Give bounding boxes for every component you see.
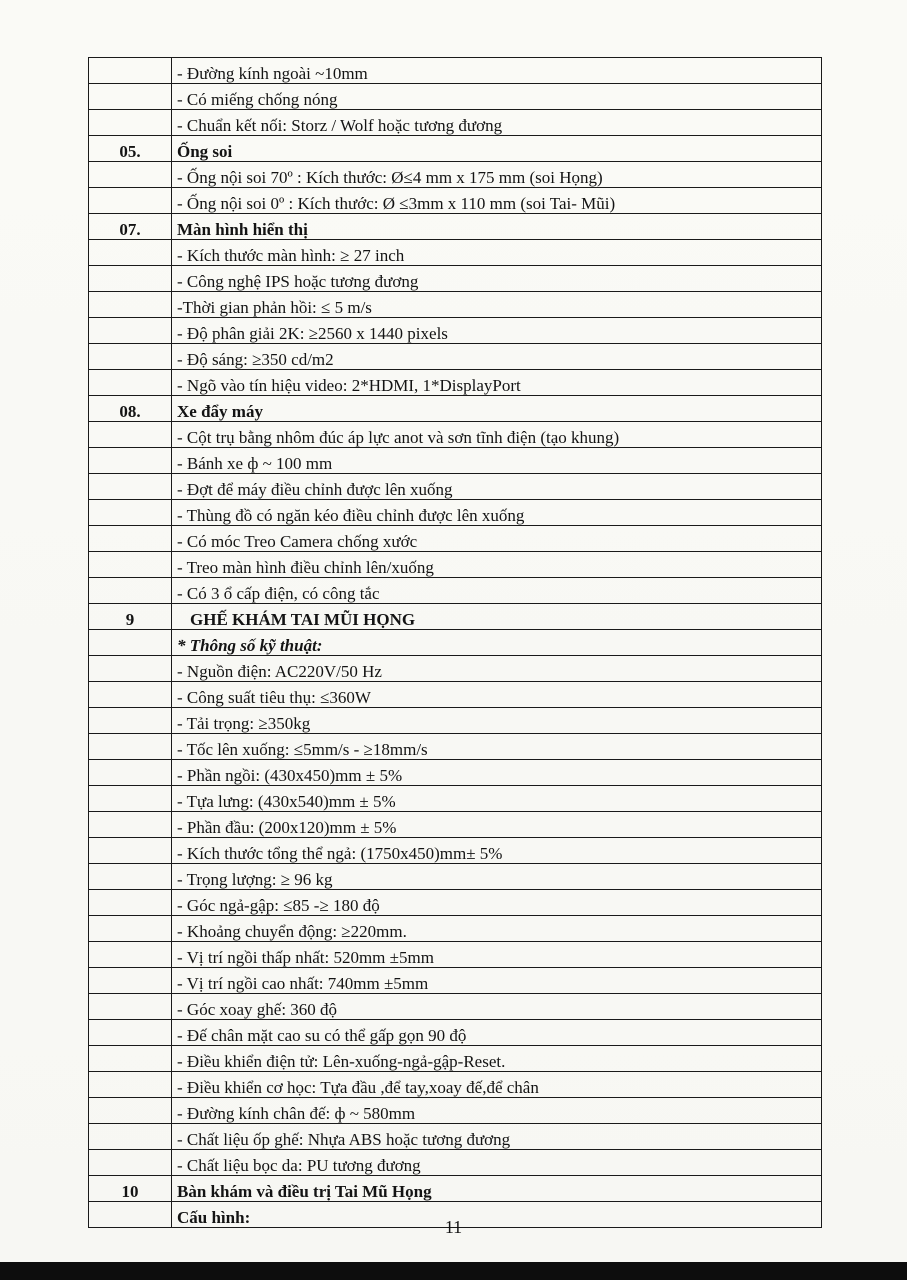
section-heading-cell: * Thông số kỹ thuật: [172,630,822,656]
item-number-cell [89,708,172,734]
spec-description-cell: - Tốc lên xuống: ≤5mm/s - ≥18mm/s [172,734,822,760]
spec-description-cell: - Thùng đồ có ngăn kéo điều chỉnh được lên xuống [172,500,822,526]
item-number-cell [89,656,172,682]
table-row [89,604,822,630]
bottom-edge [0,1262,907,1280]
spec-description-cell: - Ngõ vào tín hiệu video: 2*HDMI, 1*DisplayPort [172,370,822,396]
item-number-cell [89,474,172,500]
item-number-cell [89,292,172,318]
item-number-cell [89,1124,172,1150]
table-row [89,968,822,994]
table-row [89,396,822,422]
table-row [89,708,822,734]
spec-description-cell: - Độ sáng: ≥350 cd/m2 [172,344,822,370]
spec-description-cell: - Tựa lưng: (430x540)mm ± 5% [172,786,822,812]
table-row [89,1020,822,1046]
item-number-cell: 9 [89,604,172,630]
item-number-cell [89,812,172,838]
table-row [89,318,822,344]
spec-description-cell: - Góc ngả-gập: ≤85 -≥ 180 độ [172,890,822,916]
spec-table-body [89,58,822,1228]
item-number-cell [89,526,172,552]
item-number-cell: 05. [89,136,172,162]
spec-description-cell: - Điều khiển điện tử: Lên-xuống-ngả-gập-Reset. [172,1046,822,1072]
spec-description-cell: - Vị trí ngồi thấp nhất: 520mm ±5mm [172,942,822,968]
table-row [89,162,822,188]
table-row [89,838,822,864]
spec-description-cell: - Có móc Treo Camera chống xước [172,526,822,552]
table-row [89,916,822,942]
spec-description-cell: - Công nghệ IPS hoặc tương đương [172,266,822,292]
table-row [89,682,822,708]
page-number: 11 [444,1217,463,1237]
table-row [89,656,822,682]
table-row [89,500,822,526]
spec-description-cell: - Trọng lượng: ≥ 96 kg [172,864,822,890]
item-number-cell [89,266,172,292]
table-row [89,1098,822,1124]
spec-description-cell: - Khoảng chuyển động: ≥220mm. [172,916,822,942]
table-row [89,110,822,136]
spec-description-cell: - Công suất tiêu thụ: ≤360W [172,682,822,708]
table-row [89,214,822,240]
spec-description-cell: - Vị trí ngồi cao nhất: 740mm ±5mm [172,968,822,994]
table-row [89,630,822,656]
item-number-cell [89,630,172,656]
table-row [89,1046,822,1072]
item-number-cell [89,890,172,916]
spec-description-cell: - Chất liệu bọc da: PU tương đương [172,1150,822,1176]
spec-description-cell: - Ống nội soi 70º : Kích thước: Ø≤4 mm x 175 mm (soi Họng) [172,162,822,188]
table-row [89,734,822,760]
section-heading-cell: Bàn khám và điều trị Tai Mũ Họng [172,1176,822,1202]
item-number-cell: 10 [89,1176,172,1202]
item-number-cell [89,1072,172,1098]
table-row [89,1124,822,1150]
section-heading-cell: Cấu hình: [172,1202,822,1228]
item-number-cell [89,682,172,708]
item-number-cell [89,786,172,812]
item-number-cell [89,1150,172,1176]
section-heading-cell: Ống soi [172,136,822,162]
spec-description-cell: - Kích thước tổng thể ngả: (1750x450)mm± 5% [172,838,822,864]
item-number-cell [89,916,172,942]
spec-description-cell: - Đợt để máy điều chỉnh được lên xuống [172,474,822,500]
spec-description-cell: - Tải trọng: ≥350kg [172,708,822,734]
spec-description-cell: - Cột trụ bằng nhôm đúc áp lực anot và sơn tĩnh điện (tạo khung) [172,422,822,448]
spec-description-cell: - Ống nội soi 0º : Kích thước: Ø ≤3mm x 110 mm (soi Tai- Mũi) [172,188,822,214]
table-row [89,240,822,266]
spec-description-cell: - Nguồn điện: AC220V/50 Hz [172,656,822,682]
table-row [89,994,822,1020]
item-number-cell [89,240,172,266]
item-number-cell [89,578,172,604]
table-row [89,812,822,838]
spec-description-cell: - Bánh xe ф ~ 100 mm [172,448,822,474]
spec-description-cell: - Góc xoay ghế: 360 độ [172,994,822,1020]
table-row [89,552,822,578]
item-number-cell [89,318,172,344]
section-heading-cell: GHẾ KHÁM TAI MŨI HỌNG [172,604,822,630]
table-row [89,58,822,84]
item-number-cell [89,760,172,786]
item-number-cell [89,1098,172,1124]
table-row [89,292,822,318]
table-row [89,266,822,292]
spec-description-cell: - Độ phân giải 2K: ≥2560 x 1440 pixels [172,318,822,344]
spec-description-cell: - Chất liệu ốp ghế: Nhựa ABS hoặc tương đương [172,1124,822,1150]
spec-table [88,57,822,1228]
item-number-cell [89,552,172,578]
table-row [89,84,822,110]
item-number-cell [89,110,172,136]
table-row [89,448,822,474]
table-row [89,526,822,552]
spec-description-cell: - Điều khiển cơ học: Tựa đầu ,để tay,xoay đế,để chân [172,1072,822,1098]
spec-description-cell: - Kích thước màn hình: ≥ 27 inch [172,240,822,266]
table-row [89,578,822,604]
item-number-cell [89,942,172,968]
spec-description-cell: - Có miếng chống nóng [172,84,822,110]
section-heading-cell: Xe đẩy máy [172,396,822,422]
item-number-cell [89,838,172,864]
table-row [89,422,822,448]
table-row [89,344,822,370]
item-number-cell [89,370,172,396]
spec-description-cell: - Phần ngồi: (430x450)mm ± 5% [172,760,822,786]
table-row [89,1150,822,1176]
item-number-cell [89,344,172,370]
table-row [89,370,822,396]
spec-description-cell: - Treo màn hình điều chỉnh lên/xuống [172,552,822,578]
item-number-cell [89,84,172,110]
item-number-cell [89,864,172,890]
table-row [89,760,822,786]
table-row [89,188,822,214]
item-number-cell [89,188,172,214]
table-row [89,1072,822,1098]
table-row [89,1176,822,1202]
item-number-cell [89,162,172,188]
table-row [89,136,822,162]
item-number-cell [89,734,172,760]
spec-description-cell: - Chuẩn kết nối: Storz / Wolf hoặc tương đương [172,110,822,136]
item-number-cell [89,58,172,84]
item-number-cell [89,1046,172,1072]
item-number-cell [89,422,172,448]
spec-description-cell: - Phần đầu: (200x120)mm ± 5% [172,812,822,838]
spec-description-cell: - Đế chân mặt cao su có thể gấp gọn 90 độ [172,1020,822,1046]
item-number-cell: 08. [89,396,172,422]
item-number-cell [89,500,172,526]
table-row [89,786,822,812]
table-row [89,942,822,968]
table-row [89,890,822,916]
item-number-cell [89,448,172,474]
spec-description-cell: - Đường kính chân đế: ф ~ 580mm [172,1098,822,1124]
item-number-cell [89,968,172,994]
spec-description-cell: -Thời gian phản hồi: ≤ 5 m/s [172,292,822,318]
table-row [89,864,822,890]
item-number-cell [89,1020,172,1046]
item-number-cell: 07. [89,214,172,240]
spec-description-cell: - Có 3 ổ cấp điện, có công tắc [172,578,822,604]
spec-description-cell: - Đường kính ngoài ~10mm [172,58,822,84]
table-row [89,474,822,500]
section-heading-cell: Màn hình hiển thị [172,214,822,240]
item-number-cell [89,994,172,1020]
